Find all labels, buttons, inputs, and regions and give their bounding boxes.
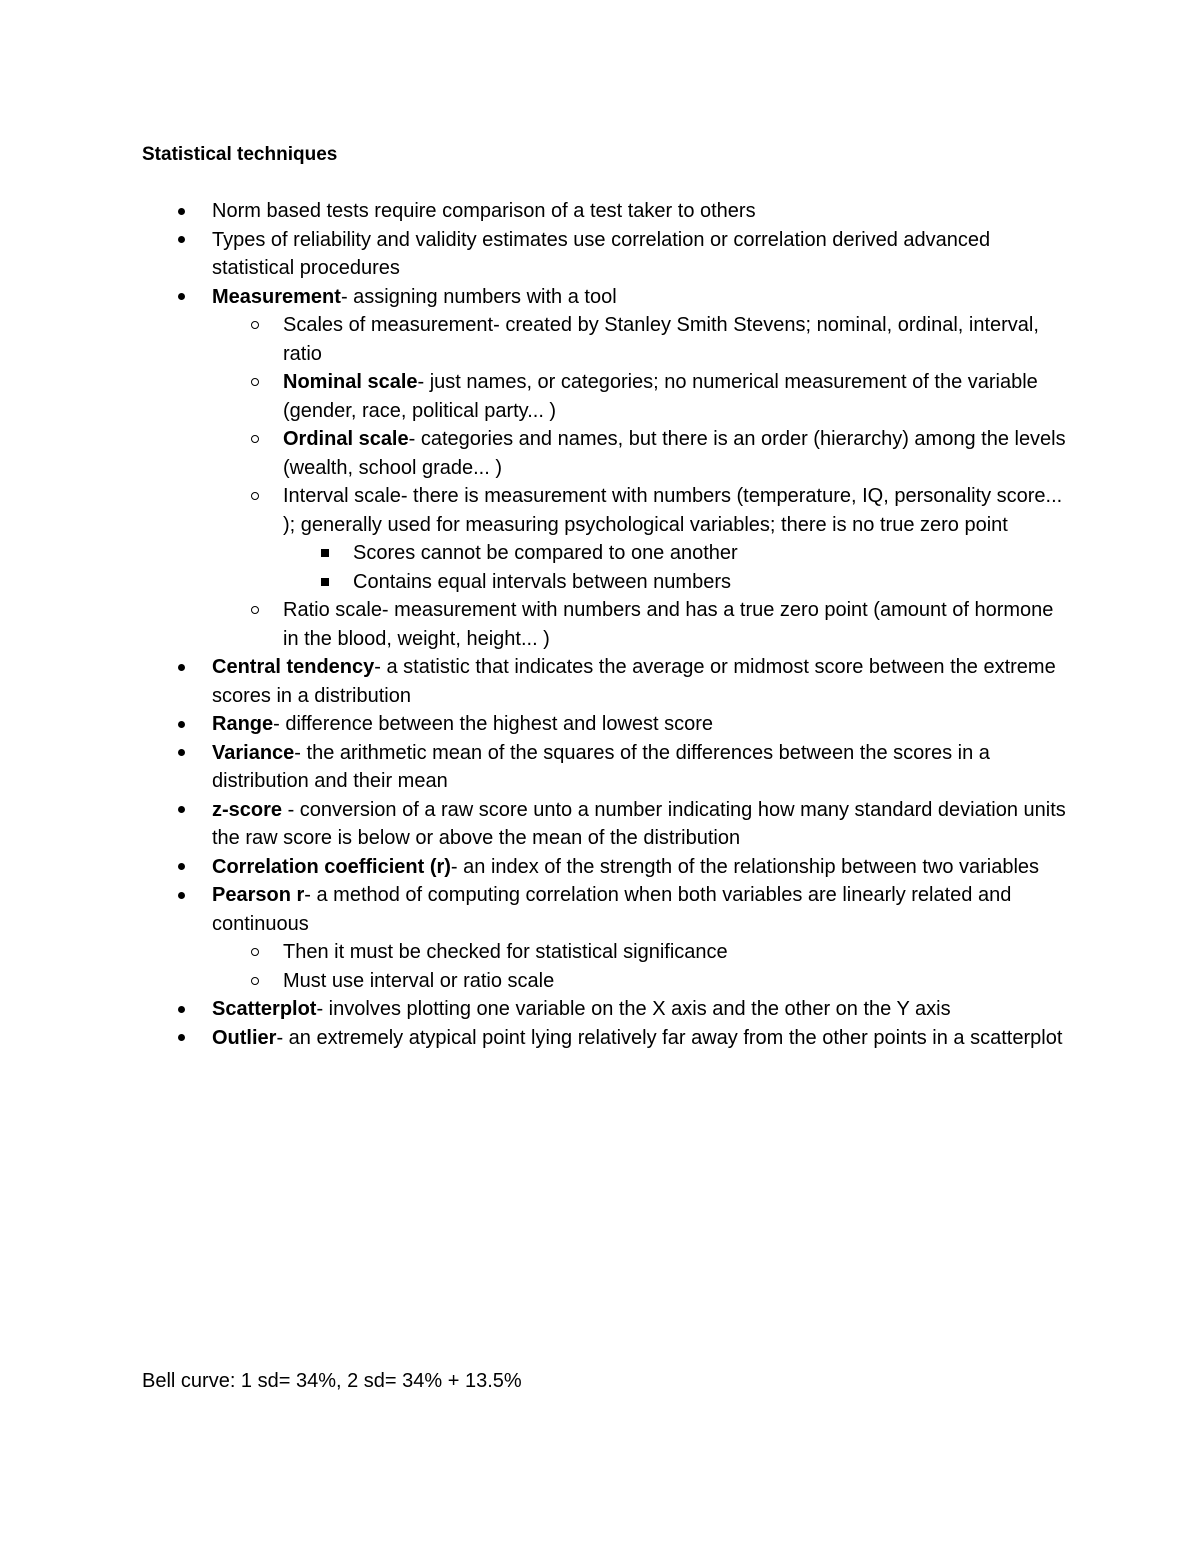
list-item <box>142 1024 1072 1053</box>
list-item <box>142 881 1072 938</box>
dot-bullet-icon <box>174 710 188 739</box>
term-label: Ordinal scale <box>283 428 409 450</box>
term-label: z-score <box>212 798 283 821</box>
dot-bullet-icon <box>174 881 188 910</box>
list-item <box>142 568 1072 597</box>
list-item <box>142 853 1072 882</box>
term-label: Range <box>212 713 274 735</box>
item-text: Ratio scale- measurement with numbers and has a true zero point (amount of hormone in the blood, weight, height... ) <box>283 599 1054 650</box>
term-label: Central tendency <box>212 656 375 678</box>
term-label: Measurement <box>212 285 341 308</box>
item-text: Scales of measurement- created by Stanley Smith Stevens; nominal, ordinal, interval, ratio <box>283 314 1039 365</box>
item-text: - categories and names, but there is an order (hierarchy) among the levels (wealth, school grade... ) <box>283 428 1066 479</box>
dot-bullet-icon <box>174 226 188 255</box>
dot-bullet-icon <box>174 283 188 312</box>
list-item <box>142 938 1072 967</box>
notes-list <box>142 197 1072 1052</box>
list-item <box>142 197 1072 226</box>
list-item <box>142 368 1072 425</box>
item-text: - an index of the strength of the relationship between two variables <box>450 855 1040 878</box>
item-text: Scores cannot be compared to one another <box>353 542 738 564</box>
ring-bullet-icon <box>248 596 262 625</box>
list-item <box>142 796 1072 853</box>
dot-bullet-icon <box>174 653 188 682</box>
list-item <box>142 226 1072 283</box>
square-bullet-icon <box>318 568 332 597</box>
list-item <box>142 710 1072 739</box>
ring-bullet-icon <box>248 368 262 397</box>
dot-bullet-icon <box>174 796 188 825</box>
term-label: Correlation coefficient (r) <box>212 855 451 878</box>
dot-bullet-icon <box>174 739 188 768</box>
list-item <box>142 739 1072 796</box>
item-text: - just names, or categories; no numerical measurement of the variable (gender, race, political party... ) <box>283 371 1038 422</box>
item-text: Interval scale- there is measurement with numbers (temperature, IQ, personality score... ); generally used for measuring psychological variables; there is no true zero point <box>283 485 1063 536</box>
item-text: Types of reliability and validity estimates use correlation or correlation derived advanced statistical procedures <box>212 228 991 279</box>
item-text: Must use interval or ratio scale <box>283 969 555 992</box>
dot-bullet-icon <box>174 995 188 1024</box>
item-text: - conversion of a raw score unto a number indicating how many standard deviation units the raw score is below or above the mean of the distribution <box>212 798 1066 849</box>
term-label: Outlier <box>212 1026 277 1049</box>
list-item <box>142 596 1072 653</box>
list-item <box>142 653 1072 710</box>
item-text: - difference between the highest and lowest score <box>273 713 714 735</box>
list-item <box>142 482 1072 539</box>
dot-bullet-icon <box>174 1024 188 1053</box>
term-label: Variance <box>212 741 295 764</box>
item-text: - assigning numbers with a tool <box>340 285 617 308</box>
item-text: Then it must be checked for statistical significance <box>283 941 728 963</box>
document-title: Statistical techniques <box>142 144 338 165</box>
bell-curve-note: Bell curve: 1 sd= 34%, 2 sd= 34% + 13.5% <box>142 1370 522 1392</box>
ring-bullet-icon <box>248 425 262 454</box>
item-text: Contains equal intervals between numbers <box>353 570 731 593</box>
ring-bullet-icon <box>248 311 262 340</box>
item-text: - a method of computing correlation when both variables are linearly related and continuous <box>212 884 1012 935</box>
term-label: Nominal scale <box>283 371 418 393</box>
dot-bullet-icon <box>174 853 188 882</box>
ring-bullet-icon <box>248 938 262 967</box>
item-text: - a statistic that indicates the average or midmost score between the extreme scores in a distribution <box>212 656 1056 707</box>
list-item <box>142 539 1072 568</box>
item-text: - the arithmetic mean of the squares of the differences between the scores in a distribution and their mean <box>212 741 990 792</box>
list-item <box>142 967 1072 996</box>
square-bullet-icon <box>318 539 332 568</box>
item-text: - involves plotting one variable on the X axis and the other on the Y axis <box>316 998 951 1020</box>
ring-bullet-icon <box>248 967 262 996</box>
list-item <box>142 311 1072 368</box>
list-item <box>142 283 1072 312</box>
ring-bullet-icon <box>248 482 262 511</box>
item-text: - an extremely atypical point lying relatively far away from the other points in a scatterplot <box>276 1026 1063 1049</box>
term-label: Scatterplot <box>212 998 317 1020</box>
item-text: Norm based tests require comparison of a test taker to others <box>212 200 756 222</box>
list-item <box>142 425 1072 482</box>
list-item <box>142 995 1072 1024</box>
dot-bullet-icon <box>174 197 188 226</box>
term-label: Pearson r <box>212 884 305 906</box>
